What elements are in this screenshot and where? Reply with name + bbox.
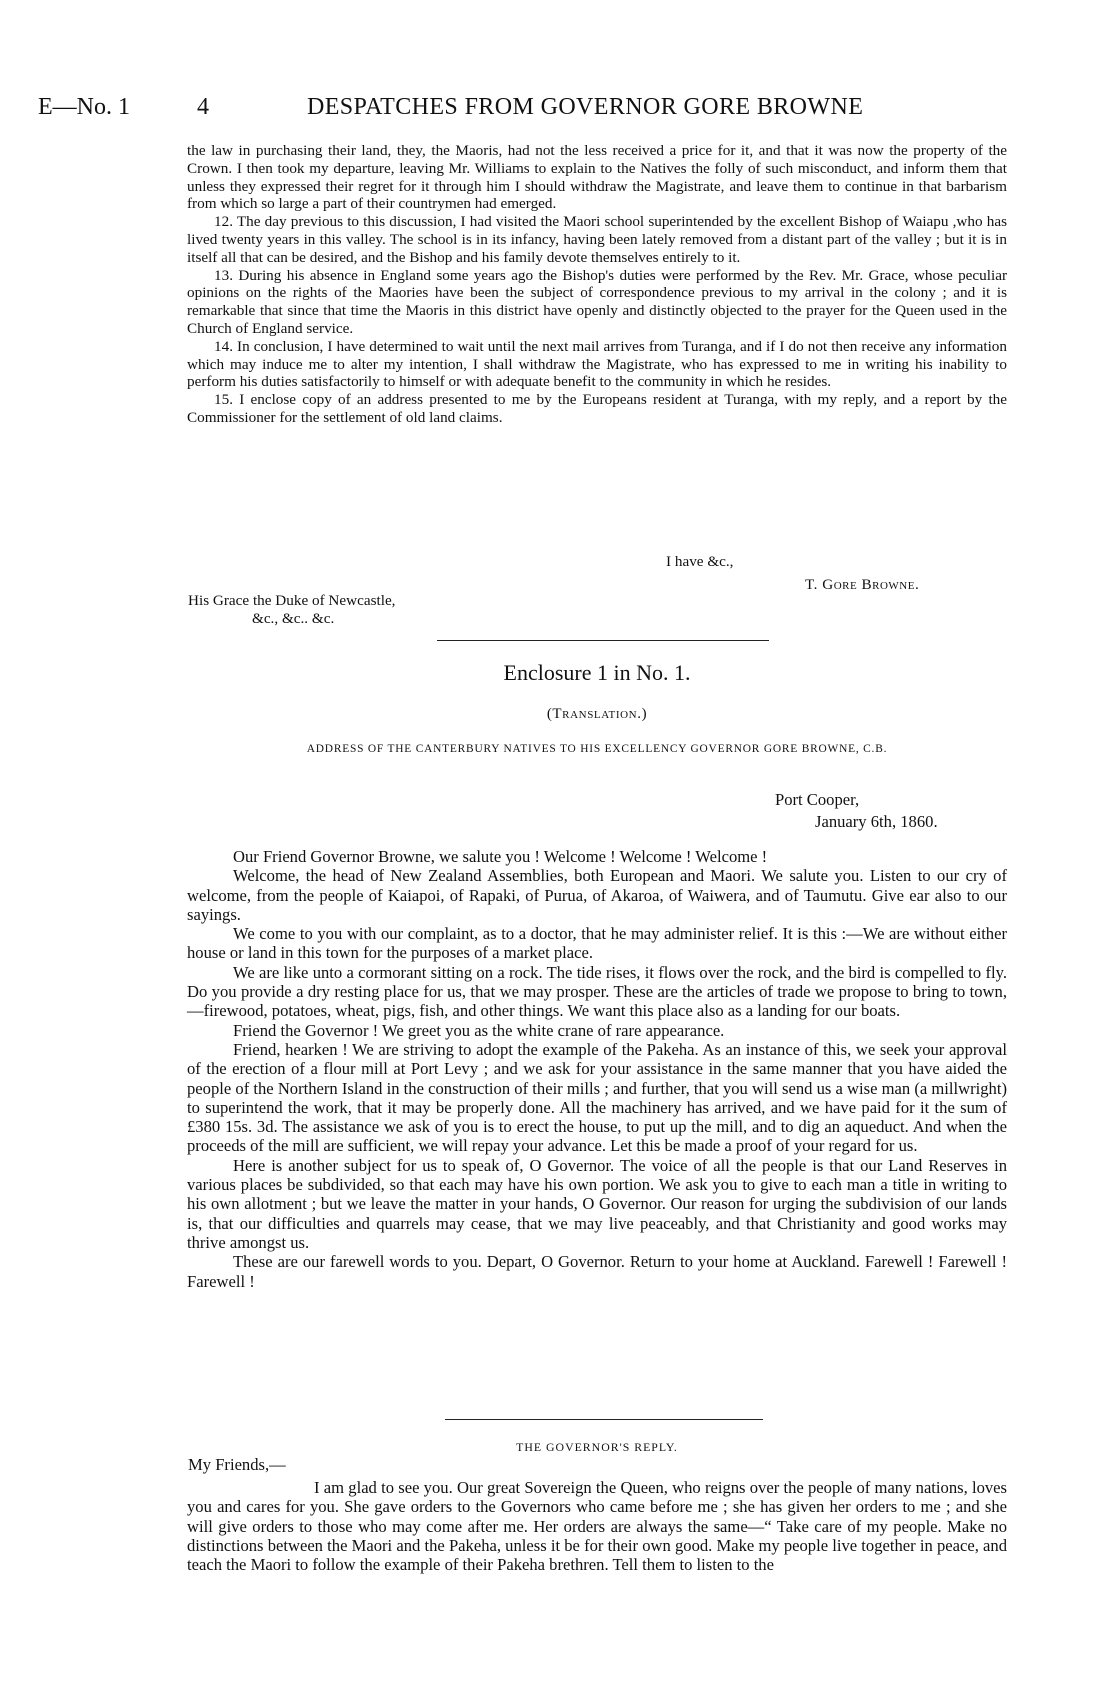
enclosure-heading: Enclosure 1 in No. 1. [503, 660, 691, 685]
page-title: DESPATCHES FROM GOVERNOR GORE BROWNE [307, 94, 864, 120]
reply-paragraph: I am glad to see you. Our great Sovereign the Queen, who reigns over the people of many nations, loves you and cares for you. She gave orders to the Governors who came before me ; she has given her orders to me ; and she will give orders to those who may come after me. Her orders are always the same—“ Take care of my people. Make no distinctions between the Maori and the Pakeha, unless it be for their own good. Make my people live together in peace, and teach the Maori to follow the example of their Pakeha brethren. Tell them to listen to the [187, 1478, 1007, 1575]
addressee-etc: &c., &c.. &c. [252, 609, 335, 627]
series-reference: E—No. 1 [38, 94, 130, 120]
address-paragraph: Friend, hearken ! We are striving to adopt the example of the Pakeha. As an instance of this, we seek your approval of the erection of a flour mill at Port Levy ; and we ask for your assistance in the same manner that you have aided the people of the Northern Island in the construction of their mills ; and further, that you will send us a wise man (a millwright) to superintend the work, that it may be properly done. All the machinery has arrived, and we have paid for it the sum of £380 15s. 3d. The assistance we ask of you is to erect the house, to put up the mill, and to dig an aqueduct. And when the proceeds of the mill are sufficient, we will repay your advance. Let this be made a proof of your regard for us. [187, 1039, 1007, 1156]
closing-formula: I have &c., [666, 553, 734, 570]
address-paragraph: Welcome, the head of New Zealand Assemblies, both European and Maori. We salute you. Listen to our cry of welcome, from the people of Kaiapoi, of Rapaki, of Purua, of Akaroa, of Waiwera, and of Taumutu. Give ear also to our sayings. [187, 866, 1007, 924]
address-place: Port Cooper, [775, 790, 860, 809]
address-paragraph: Friend the Governor ! We greet you as the white crane of rare appearance. [233, 1020, 725, 1040]
section-divider [437, 640, 769, 641]
address-paragraph: We are like unto a cormorant sitting on a rock. The tide rises, it flows over the rock, and the bird is compelled to fly. Do you provide a dry resting place for us, that we may prosper. These are the articles of trade we propose to bring to town,—firewood, potatoes, wheat, pigs, fish, and other things. We want this place also as a landing for our boats. [187, 962, 1007, 1021]
address-paragraph: We come to you with our complaint, as to a doctor, that he may administer relief. It is this :—We are without either house or land in this town for the purposes of a market place. [187, 924, 1007, 963]
translation-note: (Translation.) [546, 706, 648, 722]
page-header [0, 94, 1114, 124]
despatch-paragraph: the law in purchasing their land, they, the Maoris, had not the less received a price for it, and that it was now the property of the Crown. I then took my departure, leaving Mr. Williams to explain to the Natives the folly of such misconduct, and inform them that unless they expressed their regret for it through him I should withdraw the Magistrate, and leave them to continue in that barbarism from which so large a part of their countrymen had emerged. [187, 142, 1007, 213]
reply-salutation: My Friends,— [188, 1455, 286, 1474]
despatch-body [187, 142, 1007, 427]
address-paragraph: These are our farewell words to you. Depart, O Governor. Return to your home at Auckland. Farewell ! Farewell ! Farewell ! [187, 1252, 1007, 1291]
address-date: January 6th, 1860. [815, 812, 938, 831]
despatch-paragraph: 14. In conclusion, I have determined to wait until the next mail arrives from Turanga, and if I do not then receive any information which may induce me to alter my intention, I shall withdraw the Magistrate, who has expressed to me in writing his inability to perform his duties satisfactorily to himself or with adequate benefit to the community in which he resides. [187, 337, 1007, 391]
address-paragraph: Here is another subject for us to speak of, O Governor. The voice of all the people is that our Land Reserves in various places be subdivided, so that each may have his own portion. We ask you to give to each man a title in writing to his own allotment ; but we leave the matter in your hands, O Governor. Our reason for urging the subdivision of our lands is, that our difficulties and quarrels may cease, that we may live peaceably, and that Christianity and good works may thrive amongst us. [187, 1155, 1007, 1252]
addressee [188, 592, 395, 628]
despatch-paragraph: 12. The day previous to this discussion, I had visited the Maori school superintended by the excellent Bishop of Waiapu ,who has lived twenty years in this valley. The school is in its infancy, having been lately removed from a distant part of the valley ; but it is in itself all that can be desired, and the Bishop and his family devote themselves entirely to it. [187, 213, 1007, 266]
address-paragraph: Our Friend Governor Browne, we salute you ! Welcome ! Welcome ! Welcome ! [233, 847, 768, 866]
despatch-paragraph: 13. During his absence in England some years ago the Bishop's duties were performed by the Rev. Mr. Grace, whose peculiar opinions on the rights of the Maories have been the subject of correspondence previous to my arrival in the colony ; and it is remarkable that since that time the Maoris in this district have openly and distinctly objected to the prayer for the Queen used in the Church of England service. [187, 266, 1007, 337]
page-number: 4 [197, 94, 209, 120]
addressee-name: His Grace the Duke of Newcastle, [188, 592, 396, 609]
reply-heading: THE GOVERNOR'S REPLY. [516, 1440, 678, 1454]
section-divider [445, 1419, 763, 1420]
despatch-paragraph: 15. I enclose copy of an address presented to me by the Europeans resident at Turanga, with my reply, and a report by the Commissioner for the settlement of old land claims. [187, 391, 1007, 426]
signature: T. Gore Browne. [805, 576, 920, 593]
reply-body [187, 1478, 1007, 1574]
address-body [187, 847, 1007, 1291]
address-title: ADDRESS OF THE CANTERBURY NATIVES TO HIS EXCELLENCY GOVERNOR GORE BROWNE, C.B. [306, 743, 888, 755]
